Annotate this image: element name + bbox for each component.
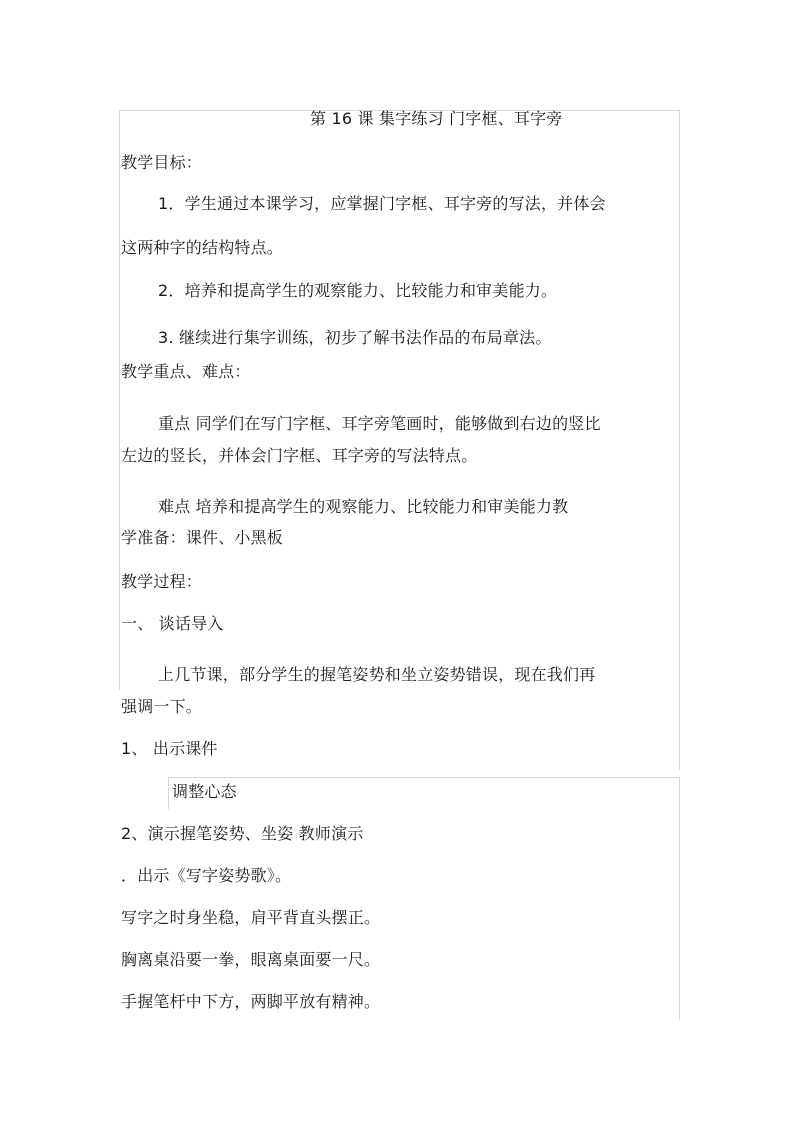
section-heading: 教学过程：: [121, 572, 203, 591]
page-title: 第 16 课 集字练习 门字框、耳字旁: [310, 109, 563, 128]
section-heading: 教学重点、难点：: [121, 362, 251, 381]
table-border-right-lower: [679, 777, 680, 1020]
paragraph-line: 重点 同学们在写门字框、耳字旁笔画时，能够做到右边的竖比: [158, 414, 601, 433]
paragraph-line: 这两种字的结构特点。: [121, 238, 284, 257]
table-cell-text: 调整心态: [172, 782, 237, 801]
paragraph-line: ．出示《写字姿势歌》。: [121, 866, 292, 885]
poem-line: 胸离桌沿要一拳，眼离桌面要一尺。: [121, 950, 381, 969]
paragraph-line: 1．学生通过本课学习，应掌握门字框、耳字旁的写法，并体会: [158, 194, 606, 213]
subsection-heading: 一、 谈话导入: [121, 614, 224, 633]
paragraph-line: 强调一下。: [121, 697, 203, 716]
section-heading: 教学目标：: [121, 153, 203, 172]
table-border-right: [679, 110, 680, 770]
paragraph-line: 左边的竖长，并体会门字框、耳字旁的写法特点。: [121, 446, 478, 465]
poem-line: 写字之时身坐稳，肩平背直头摆正。: [121, 908, 381, 927]
paragraph-line: 2．培养和提高学生的观察能力、比较能力和审美能力。: [158, 281, 558, 300]
poem-line: 手握笔杆中下方，两脚平放有精神。: [121, 992, 381, 1011]
list-item: 2、演示握笔姿势、坐姿 教师演示: [121, 824, 364, 843]
paragraph-line: 3. 继续进行集字训练，初步了解书法作品的布局章法。: [158, 328, 552, 347]
paragraph-line: 难点 培养和提高学生的观察能力、比较能力和审美能力教: [158, 497, 569, 516]
table-cell-top: [168, 777, 679, 778]
table-cell-left: [168, 777, 169, 809]
table-border-left: [119, 110, 120, 690]
paragraph-line: 上几节课，部分学生的握笔姿势和坐立姿势错误，现在我们再: [158, 665, 596, 684]
paragraph-line: 学准备：课件、小黑板: [121, 528, 284, 547]
list-item: 1、 出示课件: [121, 739, 218, 758]
